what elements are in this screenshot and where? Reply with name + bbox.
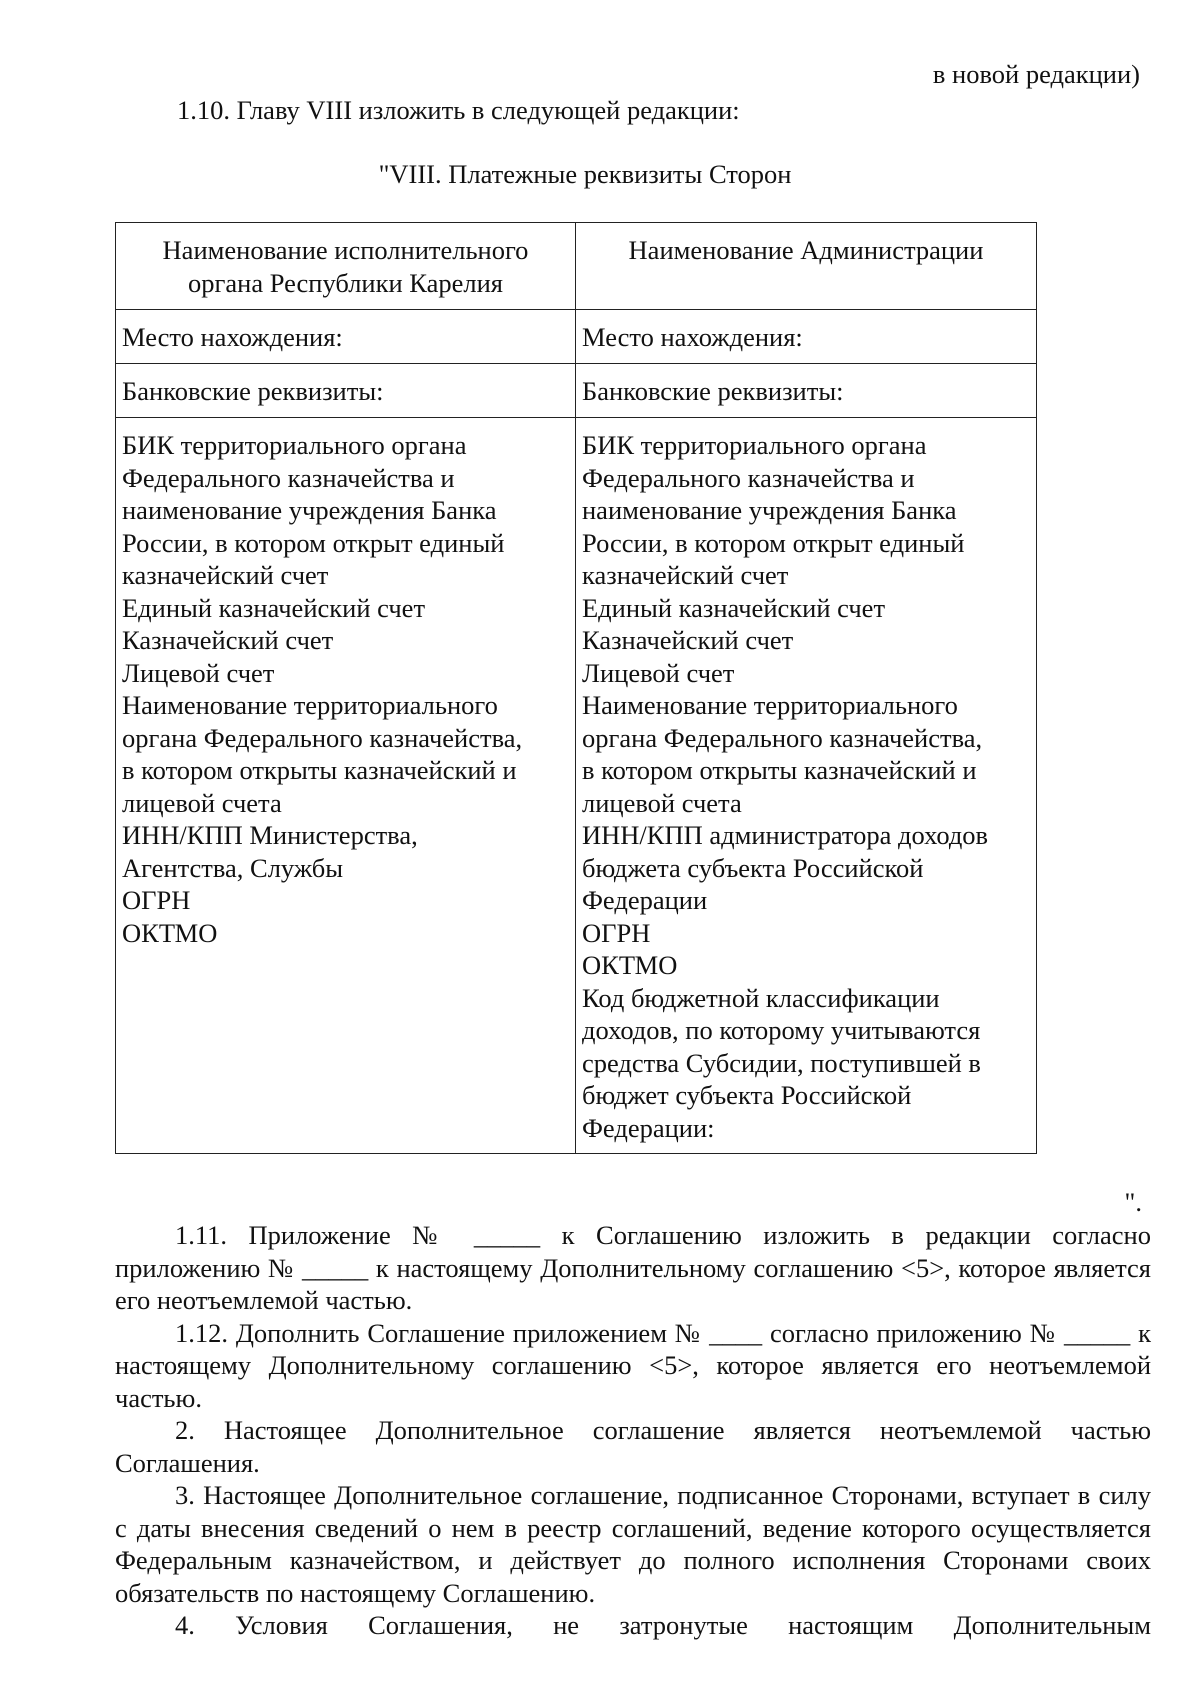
table-header-row bbox=[116, 223, 1037, 310]
detail-line: БИК территориального органа bbox=[582, 430, 927, 460]
detail-line: ОГРН bbox=[582, 917, 651, 948]
header-line: органа Республики Карелия bbox=[188, 267, 503, 298]
detail-line: Единый казначейский счет bbox=[582, 592, 886, 623]
clause-1-10: 1.10. Главу VIII изложить в следующей редакции: bbox=[177, 95, 740, 125]
detail-line: в котором открыты казначейский и bbox=[122, 755, 517, 785]
detail-line: ОГРН bbox=[122, 885, 191, 915]
detail-line: Федерации bbox=[582, 885, 708, 915]
cell-bank-right: Банковские реквизиты: bbox=[576, 364, 1037, 418]
detail-line: органа Федерального казначейства, bbox=[122, 722, 523, 753]
cell-details-left bbox=[116, 418, 576, 1154]
detail-line: лицевой счета bbox=[582, 787, 742, 818]
detail-line: лицевой счета bbox=[122, 787, 282, 818]
detail-line: Федерации: bbox=[582, 1112, 715, 1143]
detail-line: ОКТМО bbox=[122, 917, 218, 948]
detail-line: Наименование территориального bbox=[122, 690, 498, 720]
detail-line: Казначейский счет bbox=[582, 625, 794, 655]
detail-line: Федерального казначейства и bbox=[582, 462, 915, 493]
detail-line: казначейский счет bbox=[582, 560, 789, 590]
detail-line: Казначейский счет bbox=[122, 625, 334, 655]
requisites-table bbox=[115, 222, 1037, 1154]
detail-line: бюджета субъекта Российской bbox=[582, 852, 924, 883]
paragraph-2: 2. Настоящее Дополнительное соглашение является неотъемлемой частью Соглашения. bbox=[115, 1415, 1151, 1478]
cell-bank-left: Банковские реквизиты: bbox=[116, 364, 576, 418]
header-cell-administration bbox=[576, 223, 1037, 310]
detail-line: Единый казначейский счет bbox=[122, 592, 426, 623]
cell-location-left: Место нахождения: bbox=[116, 310, 576, 364]
table-row-location bbox=[116, 310, 1037, 364]
cell-location-right: Место нахождения: bbox=[576, 310, 1037, 364]
detail-line: БИК территориального органа bbox=[122, 430, 467, 460]
detail-line: ИНН/КПП Министерства, bbox=[122, 820, 418, 850]
paragraph-1-11: 1.11. Приложение № _____ к Соглашению изложить в редакции согласно приложению № _____ к настоящему Дополнительному соглашению <5>, которое является его неотъемлемой частью. bbox=[115, 1220, 1151, 1315]
detail-line: России, в котором открыт единый bbox=[122, 527, 505, 558]
cell-details-right bbox=[576, 418, 1037, 1154]
paragraph-1-12: 1.12. Дополнить Соглашение приложением № ____ согласно приложению № _____ к настоящему Дополнительному соглашению <5>, которое является его неотъемлемой частью. bbox=[115, 1317, 1151, 1413]
detail-line: России, в котором открыт единый bbox=[582, 527, 965, 558]
detail-line: Лицевой счет bbox=[122, 657, 275, 688]
detail-line: бюджет субъекта Российской bbox=[582, 1080, 912, 1110]
table-row-details bbox=[116, 418, 1037, 1154]
detail-line: казначейский счет bbox=[122, 560, 329, 590]
detail-line: средства Субсидии, поступившей в bbox=[582, 1047, 981, 1078]
detail-line: Наименование территориального bbox=[582, 690, 958, 720]
detail-line: органа Федерального казначейства, bbox=[582, 722, 983, 753]
detail-line: ИНН/КПП администратора доходов bbox=[582, 820, 989, 850]
paragraph-3: 3. Настоящее Дополнительное соглашение, подписанное Сторонами, вступает в силу с даты внесения сведений о нем в реестр соглашений, ведение которого осуществляется Федеральным казначейством, и действует до полного исполнения Сторонами своих обязательств по настоящему Соглашению. bbox=[115, 1480, 1151, 1608]
detail-line: наименование учреждения Банка bbox=[122, 495, 497, 525]
table-row-bank bbox=[116, 364, 1037, 418]
detail-line: Лицевой счет bbox=[582, 657, 735, 688]
chapter-title: "VIII. Платежные реквизиты Сторон bbox=[378, 159, 792, 189]
detail-line: ОКТМО bbox=[582, 950, 678, 980]
header-cell-executive-body bbox=[116, 223, 576, 310]
detail-line: наименование учреждения Банка bbox=[582, 495, 957, 525]
body-text bbox=[115, 1219, 1151, 1642]
closing-quote: ". bbox=[1124, 1187, 1142, 1217]
detail-line: в котором открыты казначейский и bbox=[582, 755, 977, 785]
detail-line: Федерального казначейства и bbox=[122, 462, 455, 493]
header-line: Наименование исполнительного bbox=[162, 235, 529, 265]
top-right-note: в новой редакции) bbox=[932, 59, 1140, 89]
detail-line: доходов, по которому учитываются bbox=[582, 1015, 981, 1045]
detail-line: Код бюджетной классификации bbox=[582, 982, 940, 1013]
detail-line: Агентства, Службы bbox=[122, 852, 344, 883]
header-line: Наименование Администрации bbox=[628, 235, 984, 265]
paragraph-4: 4. Условия Соглашения, не затронутые настоящим Дополнительным bbox=[175, 1610, 1151, 1640]
